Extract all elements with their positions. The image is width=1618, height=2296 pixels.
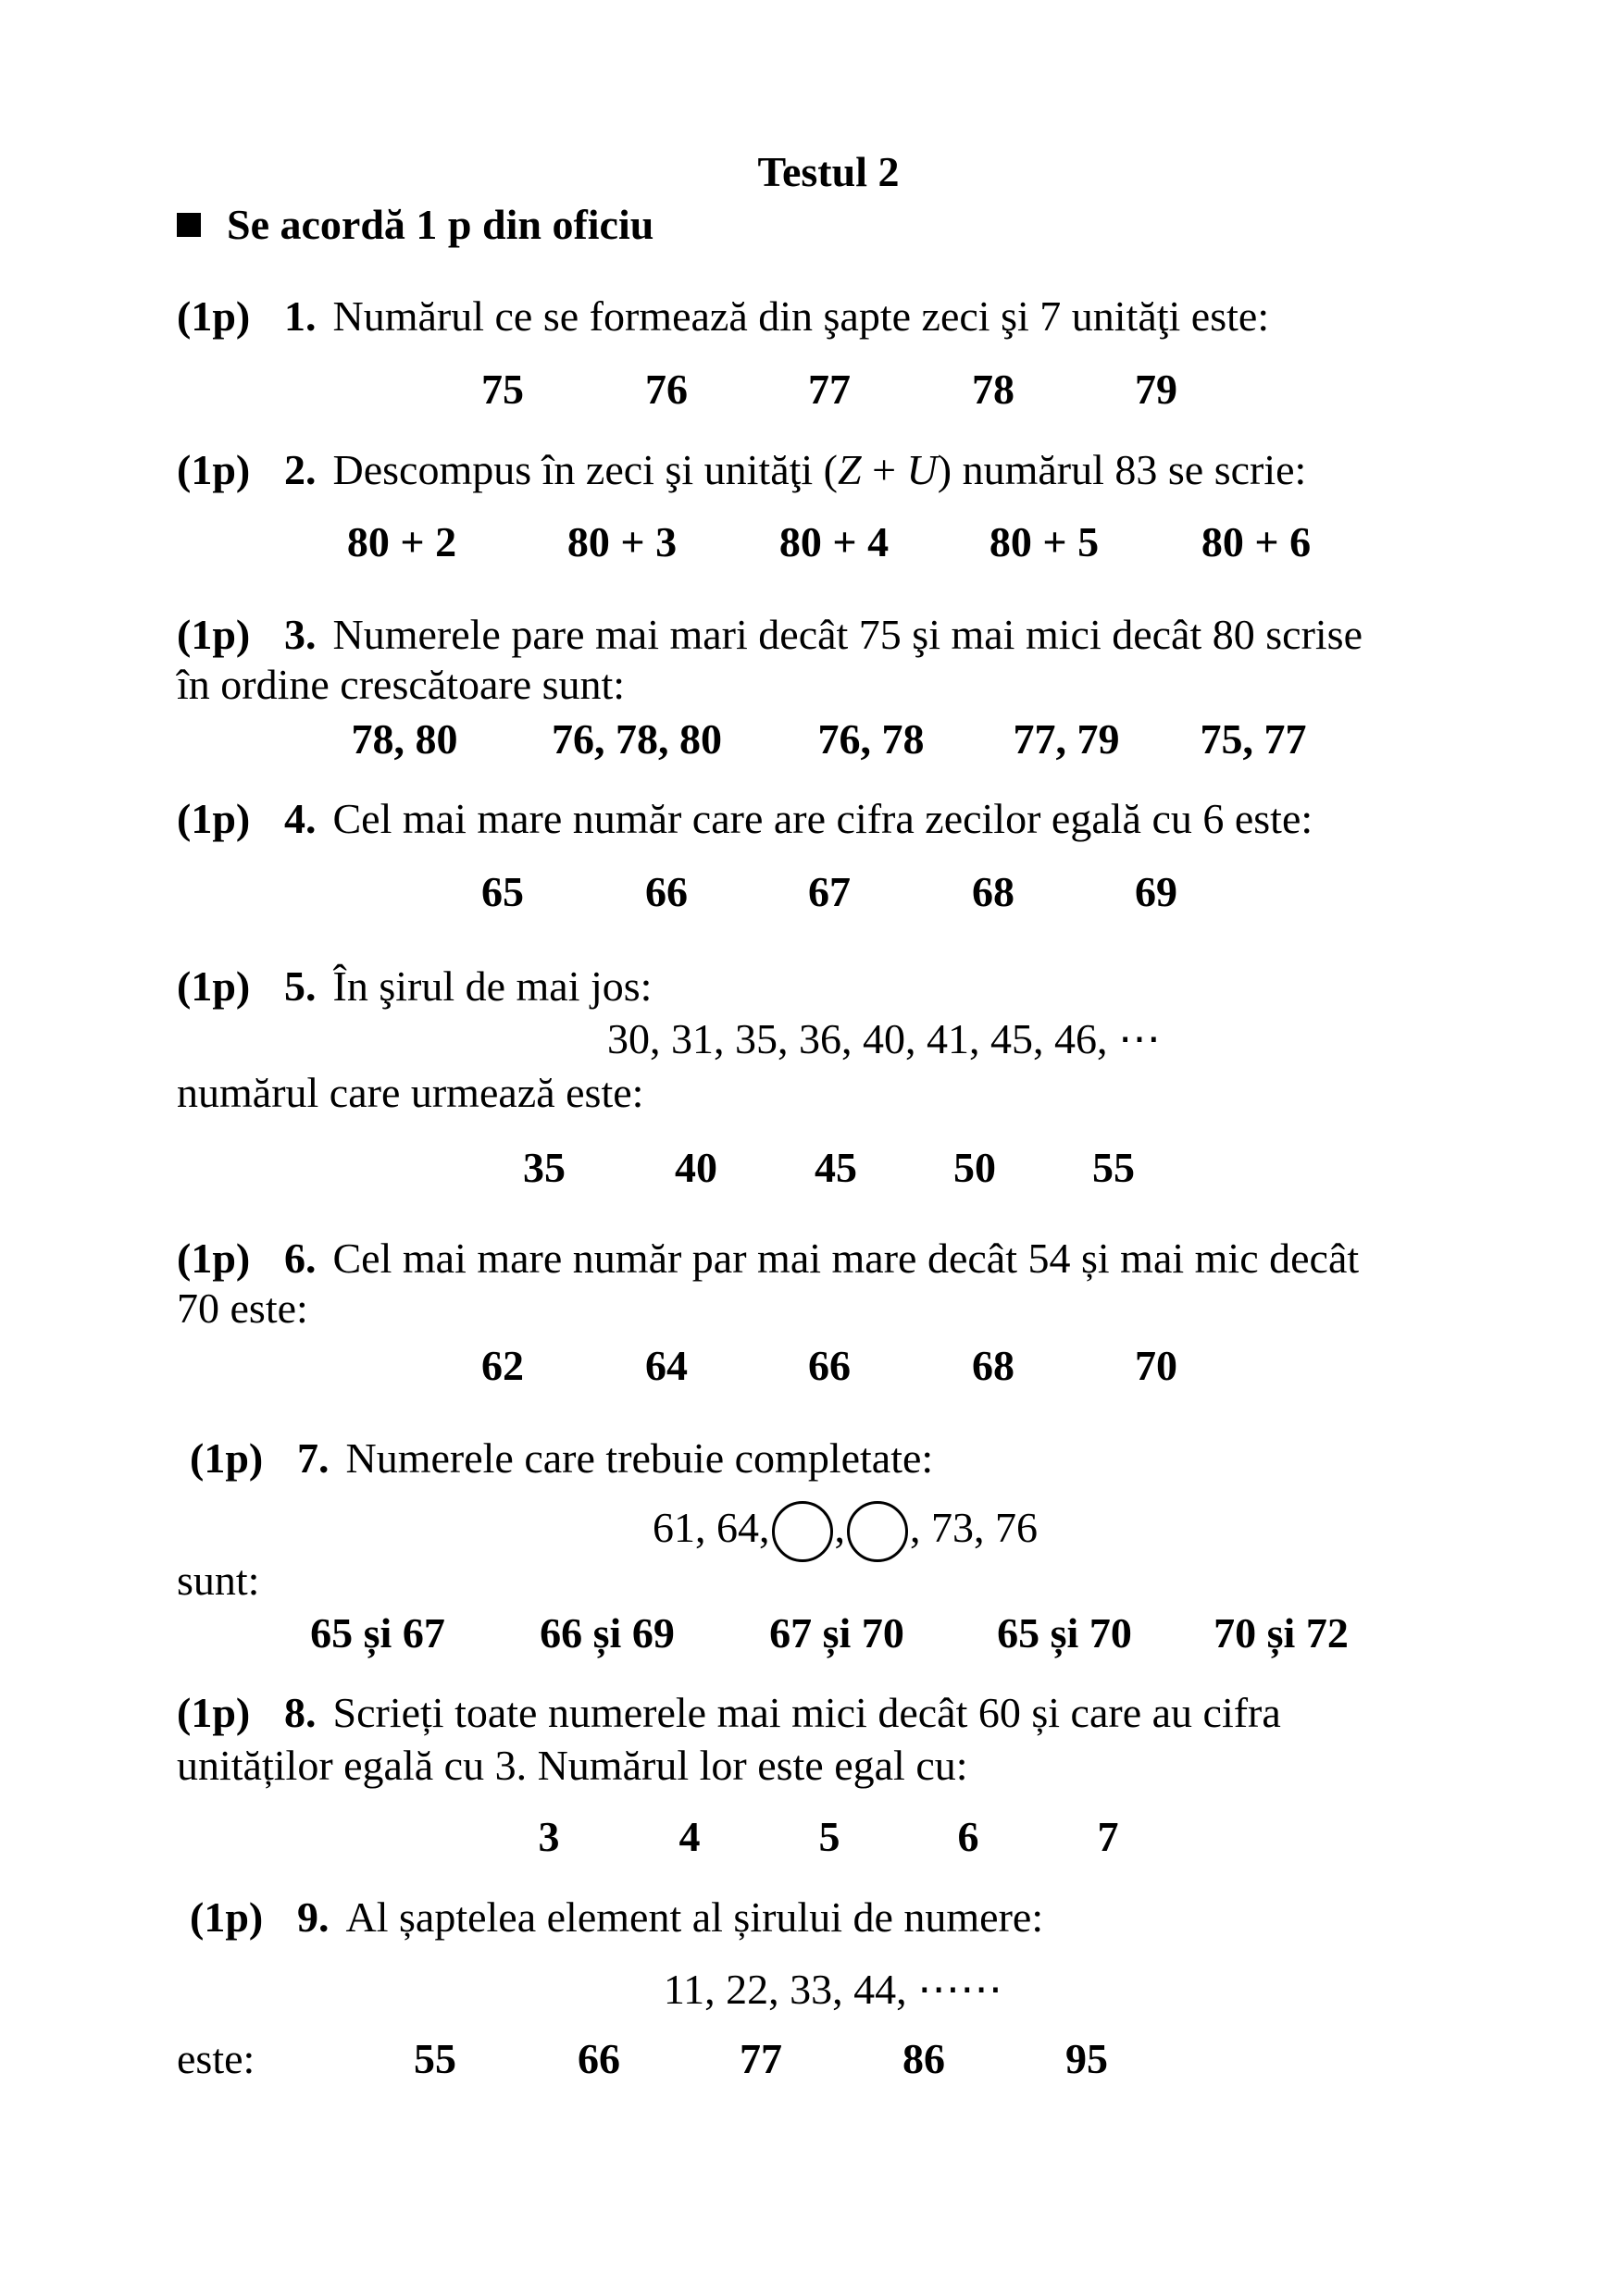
answer-option[interactable]: 95 — [1065, 2035, 1108, 2082]
sequence-comma: , — [834, 1504, 845, 1551]
answer-option[interactable]: 76, 78 — [817, 715, 925, 763]
points-label: (1p) — [177, 962, 251, 1010]
question-number: 3. — [284, 611, 317, 658]
question-number: 2. — [284, 446, 317, 493]
answer-option[interactable]: 76, 78, 80 — [552, 715, 722, 763]
question-text: ) numărul 83 se scrie: — [937, 446, 1307, 493]
question-text: 70 este: — [177, 1285, 308, 1332]
answer-option[interactable]: 65 și 70 — [997, 1609, 1132, 1657]
answer-option[interactable]: 66 — [808, 1342, 851, 1389]
answer-option[interactable]: 62 — [481, 1342, 524, 1389]
answer-option[interactable]: 55 — [414, 2035, 456, 2082]
points-label: (1p) — [177, 446, 251, 493]
sequence-end: , 73, 76 — [910, 1504, 1038, 1551]
answer-option[interactable]: 40 — [675, 1144, 717, 1191]
question-number: 7. — [297, 1434, 330, 1482]
answer-option[interactable]: 35 — [523, 1144, 566, 1191]
question-text: unităților egală cu 3. Numărul lor este egal cu: — [177, 1742, 968, 1789]
answer-option[interactable]: 80 + 6 — [1201, 518, 1312, 565]
page-title: Testul 2 — [757, 148, 900, 195]
bonus-heading — [177, 197, 653, 253]
answer-option[interactable]: 68 — [972, 1342, 1014, 1389]
answer-option[interactable]: 77, 79 — [1013, 715, 1120, 763]
question-number: 9. — [297, 1893, 330, 1941]
points-label: (1p) — [177, 795, 251, 842]
answer-option[interactable]: 80 + 3 — [566, 518, 678, 565]
question-text: Cel mai mare număr par mai mare decât 54 și mai mic decât — [332, 1235, 1360, 1282]
question-line — [177, 791, 1313, 847]
question-text: numărul care urmează este: — [177, 1069, 644, 1116]
answer-option[interactable]: 69 — [1135, 868, 1177, 915]
question-text: Numărul ce se formează din şapte zeci şi 7 unităţi este: — [332, 292, 1270, 340]
points-label: (1p) — [177, 1689, 251, 1736]
answer-option[interactable]: 80 + 2 — [346, 518, 457, 565]
number-sequence: 30, 31, 35, 36, 40, 41, 45, 46, ⋯ — [607, 1015, 1161, 1062]
question-line — [177, 442, 1306, 498]
question-text: Descompus în zeci şi unităţi ( — [332, 446, 838, 493]
blank-circle-2 — [847, 1501, 908, 1562]
answer-option[interactable]: 80 + 5 — [989, 518, 1100, 565]
answer-option[interactable]: 80 + 4 — [778, 518, 890, 565]
points-label: (1p) — [190, 1434, 264, 1482]
question-line — [177, 1281, 308, 1336]
question-text: în ordine crescătoare sunt: — [177, 661, 626, 708]
question-text: Cel mai mare număr care are cifra zecilor egală cu 6 este: — [332, 795, 1313, 842]
question-number: 6. — [284, 1235, 317, 1282]
question-text: Scrieți toate numerele mai mici decât 60 și care au cifra — [332, 1689, 1281, 1736]
answer-option[interactable]: 75, 77 — [1200, 715, 1307, 763]
answer-option[interactable]: 68 — [972, 868, 1014, 915]
question-text: Numerele pare mai mari decât 75 şi mai mici decât 80 scrise — [332, 611, 1363, 658]
answer-option[interactable]: 70 și 72 — [1214, 1609, 1349, 1657]
question-number: 5. — [284, 962, 317, 1010]
answer-option[interactable]: 66 și 69 — [540, 1609, 675, 1657]
question-number: 1. — [284, 292, 317, 340]
answer-option[interactable]: 45 — [815, 1144, 857, 1191]
answer-option[interactable]: 79 — [1135, 366, 1177, 413]
question-line — [177, 1738, 968, 1793]
answer-option[interactable]: 70 — [1135, 1342, 1177, 1389]
blank-circle-1 — [772, 1501, 833, 1562]
sequence-start: 61, 64, — [653, 1504, 770, 1551]
question-line — [190, 1431, 933, 1486]
answer-option[interactable]: 75 — [481, 366, 524, 413]
answer-option[interactable]: 78 — [972, 366, 1014, 413]
question-text: În şirul de mai jos: — [332, 962, 653, 1010]
question-line — [190, 1890, 1043, 1945]
points-label: (1p) — [177, 292, 251, 340]
answer-option[interactable]: 67 și 70 — [769, 1609, 904, 1657]
answer-option[interactable]: 66 — [578, 2035, 620, 2082]
question-line — [177, 959, 652, 1014]
answer-option[interactable]: 55 — [1092, 1144, 1135, 1191]
question-line — [177, 607, 1363, 663]
answer-option[interactable]: 66 — [645, 868, 688, 915]
answer-option[interactable]: 77 — [740, 2035, 782, 2082]
bonus-text: Se acordă 1 p din oficiu — [227, 201, 654, 248]
question-line — [177, 1685, 1281, 1741]
answer-option[interactable]: 65 — [481, 868, 524, 915]
points-label: (1p) — [190, 1893, 264, 1941]
answer-option[interactable]: 64 — [645, 1342, 688, 1389]
number-sequence: 11, 22, 33, 44, ⋯⋯ — [663, 1966, 1003, 2013]
points-label: (1p) — [177, 611, 251, 658]
answer-option[interactable]: 50 — [953, 1144, 996, 1191]
answer-option[interactable]: 77 — [808, 366, 851, 413]
question-number: 4. — [284, 795, 317, 842]
answer-option[interactable]: 7 — [1097, 1813, 1119, 1860]
question-text: Numerele care trebuie completate: — [345, 1434, 934, 1482]
answer-option[interactable]: 5 — [818, 1813, 840, 1860]
variable-u: U — [906, 446, 938, 493]
question-line — [177, 289, 1269, 344]
question-number: 8. — [284, 1689, 317, 1736]
answer-option[interactable]: 76 — [645, 366, 688, 413]
answer-option[interactable]: 78, 80 — [351, 715, 458, 763]
answer-option[interactable]: 3 — [538, 1813, 560, 1860]
points-label: (1p) — [177, 1235, 251, 1282]
variable-z: Z — [838, 446, 862, 493]
question-line — [177, 1231, 1359, 1286]
answer-option[interactable]: 86 — [902, 2035, 945, 2082]
plus-sign: + — [861, 446, 907, 493]
question-text: este: — [177, 2035, 255, 2082]
answer-option[interactable]: 6 — [957, 1813, 979, 1860]
answer-option[interactable]: 67 — [808, 868, 851, 915]
question-text: sunt: — [177, 1557, 260, 1604]
answer-option[interactable]: 65 și 67 — [310, 1609, 445, 1657]
answer-option[interactable]: 4 — [678, 1813, 701, 1860]
question-text: Al șaptelea element al șirului de numere: — [345, 1893, 1044, 1941]
question-line — [177, 657, 625, 713]
number-sequence — [653, 1500, 1038, 1562]
square-bullet-icon — [177, 213, 201, 237]
